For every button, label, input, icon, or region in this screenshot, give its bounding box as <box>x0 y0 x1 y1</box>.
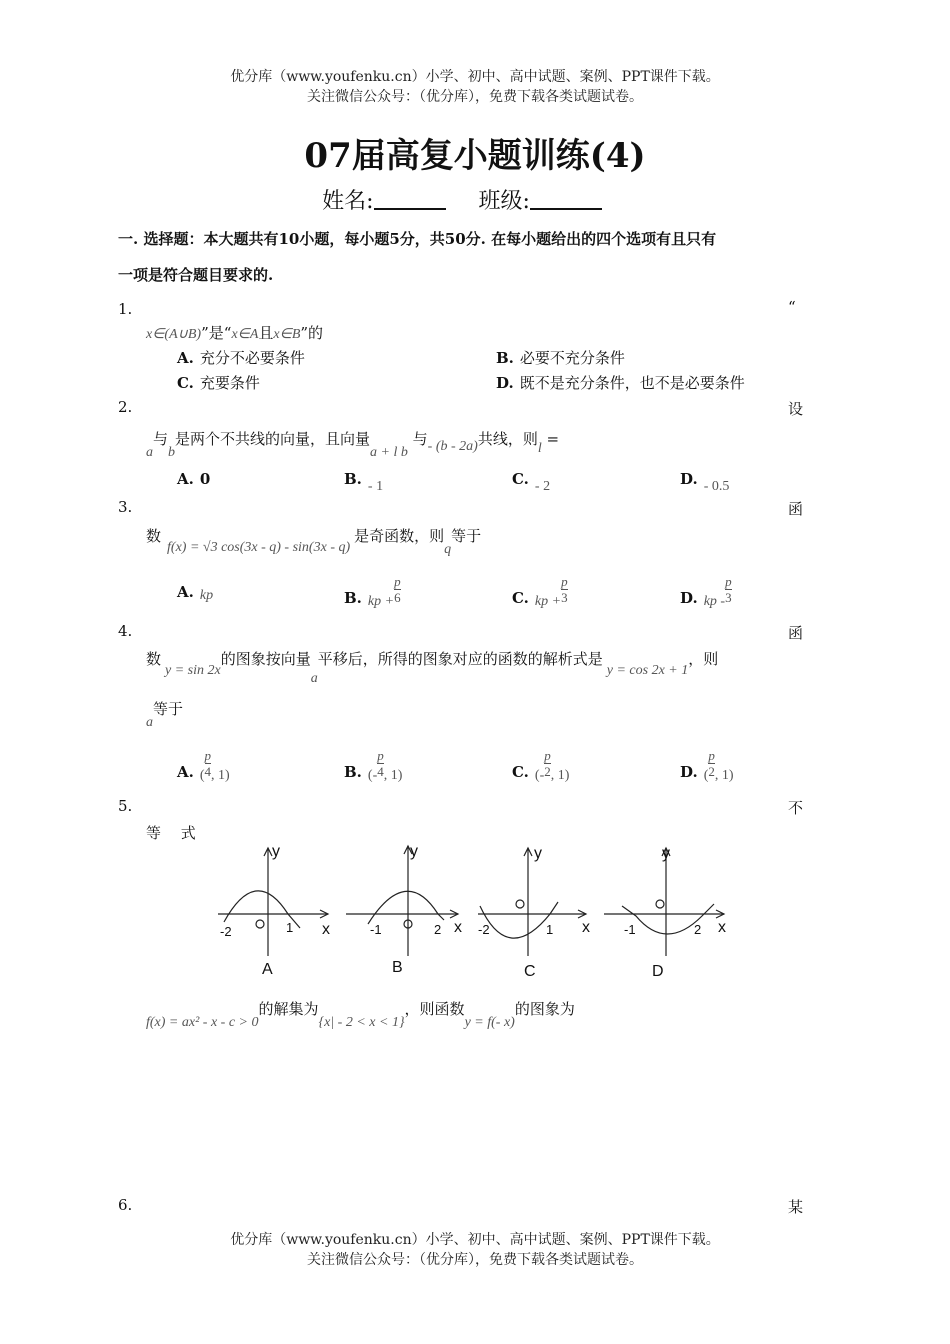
q5-a-tick-2: 1 <box>286 920 294 935</box>
header-line-1: 优分库（www.youfenku.cn）小学、初中、高中试题、案例、PPT课件下载。 <box>230 69 720 85</box>
q2-text-4: 共线，则 <box>477 430 538 448</box>
q3-text-0: 数 <box>146 527 162 545</box>
q5-stem <box>146 998 575 1030</box>
q2-text-3: 与 <box>412 430 428 448</box>
header-line-2: 关注微信公众号：（优分库），免费下载各类试题试卷。 <box>307 89 643 105</box>
q4-math-a: a <box>310 671 318 686</box>
q5-origin-marks <box>210 823 222 840</box>
q4-option-c[interactable]: C. (- $\frac{p}{2}$ , 1) <box>512 748 570 783</box>
q4-lead: 函 <box>788 624 804 642</box>
q5-b-tick-2: 2 <box>434 922 442 937</box>
q1-option-b[interactable]: B. 必要不充分条件 <box>496 349 625 367</box>
q5-text-1: 的解集为 <box>258 1000 319 1018</box>
q4-stem-2 <box>146 698 184 730</box>
q3-option-c[interactable]: C. kp + $\frac{p}{3}$ <box>512 574 568 609</box>
q5-origin-d: O <box>668 896 669 897</box>
q4-math-y: y = sin 2x <box>165 663 221 678</box>
q1-number: 1. <box>118 300 133 318</box>
q5-b-label: B <box>392 959 403 976</box>
q1-option-d[interactable]: D. 既不是充分条件，也不是必要条件 <box>496 374 745 392</box>
q5-origin-c: O <box>528 896 529 897</box>
class-label: 班级: <box>478 189 530 214</box>
q6-number: 6. <box>118 1196 133 1214</box>
q4-number: 4. <box>118 622 133 640</box>
q3-option-d[interactable]: D. kp - $\frac{p}{3}$ <box>680 574 732 609</box>
q4-text-0: 数 <box>146 650 162 668</box>
class-blank[interactable] <box>530 188 602 210</box>
q5-c-tick-2: 1 <box>546 922 554 937</box>
q1-text-3: ”的 <box>300 324 324 342</box>
q5-text-0: 等 式 <box>146 824 196 842</box>
footer-line-2: 关注微信公众号：（优分库），免费下载各类试题试卷。 <box>307 1252 643 1268</box>
footer-line-1: 优分库（www.youfenku.cn）小学、初中、高中试题、案例、PPT课件下载。 <box>230 1232 720 1248</box>
q2-option-c[interactable]: C. - 2 <box>512 470 551 494</box>
q5-b-x: x <box>454 919 462 936</box>
q5-graphs <box>210 823 750 986</box>
q4-text-3: ，则 <box>688 650 719 668</box>
q5-math-y: y = f(- x) <box>464 1015 515 1030</box>
q4-option-a[interactable]: A. ( $\frac{p}{4}$ , 1) <box>177 748 230 783</box>
name-class-row <box>0 184 950 215</box>
q5-a-y: y <box>272 843 280 860</box>
q4-math-y2: y = cos 2x + 1 <box>606 663 689 678</box>
q2-option-d[interactable]: D. - 0.5 <box>680 470 730 494</box>
q4-math-a2: a <box>146 715 153 730</box>
q3-number: 3. <box>118 498 133 516</box>
q5-text-2: ，则函数 <box>404 1000 465 1018</box>
name-label: 姓名: <box>322 189 374 214</box>
q2-math-l: l <box>537 441 542 456</box>
q2-math-a: a <box>146 445 153 460</box>
q3-math-f: f(x) = √3 cos(3x - q) - sin(3x - q) <box>167 540 351 555</box>
q5-lead: 不 <box>788 799 804 817</box>
name-blank[interactable] <box>374 188 446 210</box>
q4-text-4: 等于 <box>153 700 184 718</box>
q2-lead: 设 <box>788 400 804 418</box>
q1-math-3: x∈B <box>273 327 301 342</box>
q3-option-a[interactable]: A. kp <box>177 583 214 603</box>
q4-text-1: 的图象按向量 <box>220 650 311 668</box>
q3-text-2: 等于 <box>451 527 482 545</box>
q5-b-y: y <box>410 843 418 860</box>
q4-stem <box>146 648 719 686</box>
q5-a-x: x <box>322 921 330 938</box>
q4-option-b[interactable]: B. (- $\frac{p}{4}$ , 1) <box>344 748 403 783</box>
q3-option-b[interactable]: B. kp + $\frac{p}{6}$ <box>344 574 401 609</box>
q1-math-1: x∈(A∪B) <box>146 327 202 342</box>
q2-math-alb: a + l b <box>370 445 408 460</box>
q1-option-a[interactable]: A. 充分不必要条件 <box>177 349 305 367</box>
q5-origin-a: O <box>268 916 269 917</box>
q2-option-b[interactable]: B. - 1 <box>344 470 384 494</box>
q5-c-tick-1: -2 <box>478 922 490 937</box>
q3-stem <box>146 525 482 557</box>
q1-option-c[interactable]: C. 充要条件 <box>177 374 260 392</box>
section-heading-line-2: 一项是符合题目要求的. <box>118 266 274 284</box>
q5-d-tick-2: 2 <box>694 922 702 937</box>
q2-math-b: b <box>168 445 176 460</box>
q5-a-label: A <box>262 961 273 978</box>
q5-math-f: f(x) = ax² - x - c > 0 <box>146 1015 259 1030</box>
q2-math-expr: - (b - 2a) <box>427 439 478 454</box>
q2-text-2: 是两个不共线的向量，且向量 <box>175 430 371 448</box>
q2-number: 2. <box>118 398 133 416</box>
q5-b-tick-1: -1 <box>370 922 382 937</box>
q5-d-y: y <box>662 845 670 862</box>
q2-text-5: = <box>546 430 560 448</box>
q6-lead: 某 <box>788 1198 804 1216</box>
q5-math-set: {x| - 2 < x < 1} <box>318 1015 405 1030</box>
q5-graph-b[interactable] <box>346 846 458 956</box>
section-heading-line-1: 一. 选择题：本大题共有10小题，每小题5分，共50分. 在每小题给出的四个选项有且只有 <box>118 230 717 248</box>
q5-origin-label: O <box>210 823 223 840</box>
page-title: 07届高复小题训练(4) <box>304 136 646 176</box>
q3-lead: 函 <box>788 500 804 518</box>
q5-graph-c[interactable] <box>478 848 586 956</box>
q2-text-1: 与 <box>153 430 169 448</box>
q1-stem <box>146 322 323 343</box>
q3-text-1: 是奇函数，则 <box>354 527 445 545</box>
q3-math-q: q <box>444 542 452 557</box>
q5-graph-d[interactable] <box>604 848 724 956</box>
q5-graph-a[interactable] <box>218 848 328 956</box>
q5-c-y: y <box>534 845 542 862</box>
q5-text-3: 的图象为 <box>514 1000 575 1018</box>
q1-text-1: ”是“ <box>201 324 232 342</box>
q5-origin-b: O <box>416 916 417 917</box>
q2-stem <box>146 428 560 460</box>
q4-text-2: 平移后，所得的图象对应的函数的解析式是 <box>317 650 603 668</box>
q5-d-label: D <box>652 963 664 980</box>
q5-d-x: x <box>718 919 726 936</box>
q5-c-label: C <box>524 963 536 980</box>
q5-d-tick-1: -1 <box>624 922 636 937</box>
q1-text-2: 且 <box>258 324 274 342</box>
q5-a-tick-1: -2 <box>220 924 232 939</box>
q5-c-x: x <box>582 919 590 936</box>
q4-option-d[interactable]: D. ( $\frac{p}{2}$ , 1) <box>680 748 734 783</box>
q1-math-2: x∈A <box>231 327 259 342</box>
q2-option-a[interactable]: A. 0 <box>177 470 211 488</box>
q1-lead: “ <box>788 298 796 316</box>
q5-number: 5. <box>118 797 133 815</box>
